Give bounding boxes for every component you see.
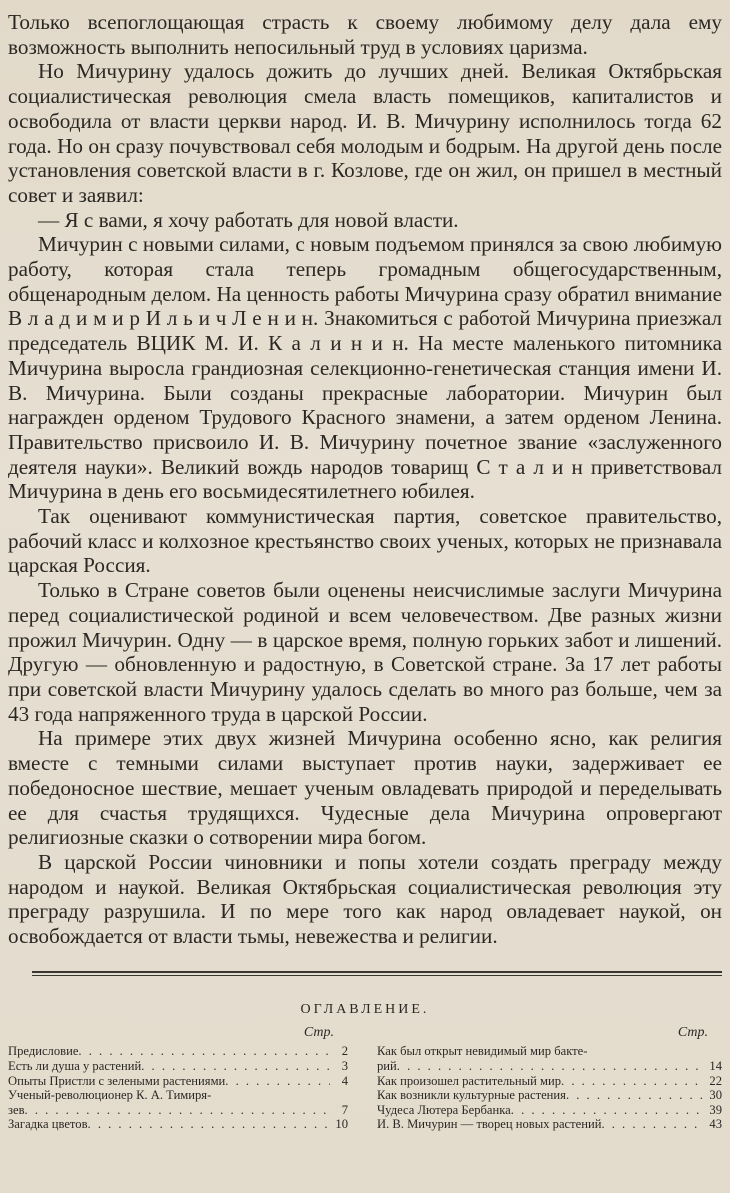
section-divider bbox=[32, 971, 722, 976]
toc-entry-title: Предисловие bbox=[8, 1044, 79, 1059]
paragraph: Мичурин с новыми силами, с новым подъемом принялся за свою любимую работу, которая стала теперь громадным общегосударственным, общенародным делом. На ценность работы Мичурина сразу обратил внимание В л а д и м и р И л ь и ч Л е н и н. Знакомиться с работой Мичурина приезжал председатель ВЦИК М. И. К а л и н и н. На месте маленького питомника Мичурина выросла грандиозная селекционно-генетическая станция имени И. В. Мичурина. Были созданы прекрасные лаборатории. Мичурин был награжден орденом Трудового Красного знамени, а затем орденом Ленина. Правительство присвоило И. В. Мичурину почетное звание «заслуженного деятеля науки». Великий вождь народов товарищ С т а л и н приветствовал Мичурина в день его восьмидесятилетнего юбилея. bbox=[8, 232, 722, 504]
toc-entry-page: 2 bbox=[341, 1044, 348, 1059]
paragraph: — Я с вами, я хочу работать для новой власти. bbox=[38, 207, 459, 232]
paragraph: Но Мичурину удалось дожить до лучших дней. Великая Октябрьская социалистическая революция смела власть помещиков, капиталистов и освободила от власти церкви народ. И. В. Мичурину исполнилось тогда 62 года. Но он сразу почувствовал себя молодым и бодрым. На другой день после установления советской власти в г. Козлове, где он жил, он пришел в местный совет и заявил: bbox=[8, 59, 722, 207]
toc-entry[interactable] bbox=[8, 1044, 348, 1059]
toc-entry[interactable] bbox=[377, 1044, 722, 1059]
table-of-contents bbox=[8, 1026, 722, 1132]
toc-entry-page: 7 bbox=[341, 1102, 348, 1117]
toc-entry[interactable] bbox=[377, 1103, 722, 1118]
toc-entry-page: 30 bbox=[709, 1088, 722, 1103]
toc-entry-title-cont: рий bbox=[377, 1058, 397, 1073]
toc-page-label: Стр. bbox=[677, 1024, 708, 1040]
toc-entry[interactable] bbox=[8, 1088, 348, 1103]
toc-entry[interactable] bbox=[377, 1074, 722, 1089]
toc-entry-title: И. В. Мичурин — творец новых растений bbox=[377, 1117, 602, 1132]
toc-leader-dots bbox=[511, 1103, 704, 1118]
paragraph: Только всепоглощающая страсть к своему любимому делу дала ему возможность выполнить непосильный труд в условиях царизма. bbox=[8, 10, 722, 59]
paragraph: На примере этих двух жизней Мичурина особенно ясно, как религия вместе с темными силами выступает против науки, задерживает ее победоносное шествие, мешает ученым овладевать природой и переделывать ее для счастья трудящихся. Чудесные дела Мичурина опровергают религиозные сказки о сотворении мира богом. bbox=[8, 726, 722, 850]
toc-entry-page: 4 bbox=[341, 1073, 348, 1088]
toc-leader-dots bbox=[601, 1117, 704, 1132]
toc-entry[interactable] bbox=[377, 1088, 722, 1103]
paragraph: Только в Стране советов были оценены неисчислимые заслуги Мичурина перед социалистической родиной и всем человечеством. Две разных жизни прожил Мичурин. Одну — в царское время, полную горьких забот и лишений. Другую — обновленную и радостную, в Советской стране. За 17 лет работы при советской власти Мичурину удалось сделать во много раз больше, чем за 43 года напряженного труда в царской России. bbox=[8, 578, 722, 726]
toc-entry-title: Ученый-революционер К. А. Тимиря- bbox=[8, 1088, 212, 1103]
toc-entry[interactable] bbox=[377, 1117, 722, 1132]
toc-entry-continuation[interactable] bbox=[377, 1059, 722, 1074]
toc-page-label: Стр. bbox=[303, 1024, 334, 1040]
toc-entry-page: 3 bbox=[341, 1058, 348, 1073]
toc-entry-page: 39 bbox=[709, 1102, 722, 1117]
toc-entry-title: Как произошел растительный мир bbox=[377, 1073, 562, 1088]
toc-entry[interactable] bbox=[8, 1074, 348, 1089]
toc-entry-page: 14 bbox=[709, 1058, 722, 1073]
toc-entry-title: Как возникли культурные растения bbox=[377, 1088, 566, 1103]
toc-column-right bbox=[377, 1026, 722, 1132]
toc-entry[interactable] bbox=[8, 1059, 348, 1074]
toc-entry-continuation[interactable] bbox=[8, 1103, 348, 1118]
toc-entry-title: Опыты Пристли с зелеными растениями bbox=[8, 1073, 226, 1088]
toc-entry-title-cont: зев bbox=[8, 1102, 25, 1117]
toc-entry-page: 10 bbox=[335, 1117, 348, 1132]
toc-title: ОГЛАВЛЕНИЕ. bbox=[300, 1001, 430, 1017]
toc-entry-title: Чудеса Лютера Бербанка bbox=[377, 1102, 511, 1117]
toc-leader-dots bbox=[88, 1117, 330, 1132]
toc-entry[interactable] bbox=[8, 1117, 348, 1132]
toc-leader-dots bbox=[141, 1059, 330, 1074]
toc-entry-title: Загадка цветов bbox=[8, 1117, 88, 1132]
toc-leader-dots bbox=[225, 1074, 330, 1089]
toc-entry-page: 43 bbox=[709, 1117, 722, 1132]
toc-entry-page: 22 bbox=[709, 1073, 722, 1088]
toc-leader-dots bbox=[25, 1103, 330, 1118]
toc-entry-title: Есть ли душа у растений bbox=[8, 1058, 142, 1073]
toc-column-left bbox=[8, 1026, 348, 1132]
toc-entry-title: Как был открыт невидимый мир бакте- bbox=[377, 1044, 588, 1059]
body-text bbox=[8, 10, 722, 949]
paragraph: В царской России чиновники и попы хотели создать преграду между народом и наукой. Великая Октябрьская социалистическая революция эту преграду разрушила. И по мере того как народ овладевает наукой, он освобождается от власти тьмы, невежества и религии. bbox=[8, 849, 722, 949]
toc-leader-dots bbox=[397, 1059, 704, 1074]
toc-leader-dots bbox=[566, 1088, 704, 1103]
paragraph: Так оценивают коммунистическая партия, советское правительство, рабочий класс и колхозное крестьянство своих ученых, которых не признавала царская Россия. bbox=[8, 504, 722, 578]
toc-leader-dots bbox=[561, 1074, 704, 1089]
toc-leader-dots bbox=[78, 1044, 330, 1059]
